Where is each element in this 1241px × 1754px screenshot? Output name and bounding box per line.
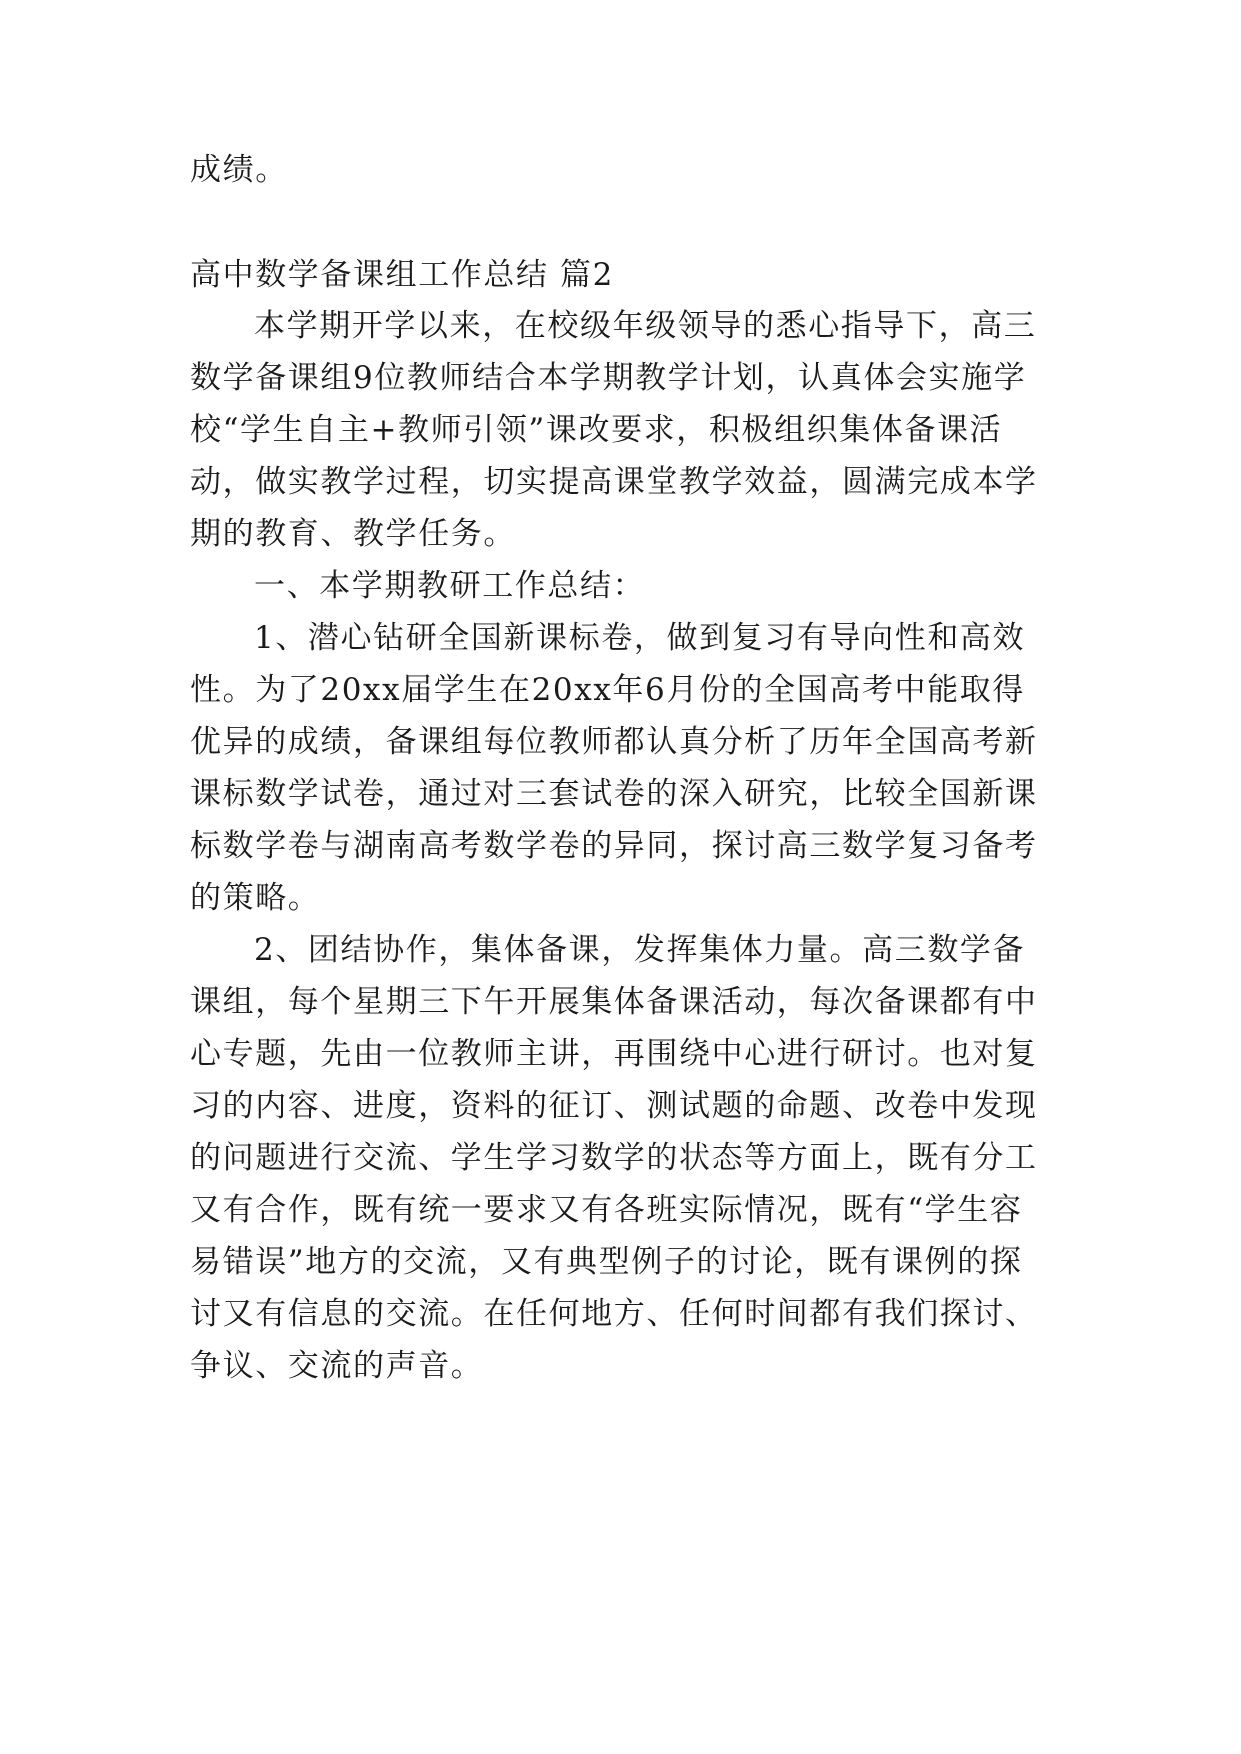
text-line: 1、潜心钻研全国新课标卷，做到复习有导向性和高效	[254, 620, 1026, 656]
text-line: 又有合作，既有统一要求又有各班实际情况，既有“学生容	[190, 1192, 1023, 1228]
text-line: 优异的成绩，备课组每位教师都认真分析了历年全国高考新	[190, 724, 1038, 760]
text-line: 本学期开学以来，在校级年级领导的悉心指导下，高三	[254, 308, 1037, 344]
text-line: 习的内容、进度，资料的征订、测试题的命题、改卷中发现	[190, 1088, 1038, 1124]
text-line: 2、团结协作，集体备课，发挥集体力量。高三数学备	[254, 932, 1026, 968]
text-line: 课组，每个星期三下午开展集体备课活动，每次备课都有中	[190, 984, 1038, 1020]
text-line: 心专题，先由一位教师主讲，再围绕中心进行研讨。也对复	[190, 1036, 1038, 1072]
text-line: 动，做实教学过程，切实提高课堂教学效益，圆满完成本学	[190, 464, 1038, 500]
text-line: 的问题进行交流、学生学习数学的状态等方面上，既有分工	[190, 1140, 1038, 1176]
text-line: 争议、交流的声音。	[190, 1348, 484, 1384]
section-heading: 高中数学备课组工作总结 篇2	[190, 257, 614, 293]
text-line: 标数学卷与湖南高考数学卷的异同，探讨高三数学复习备考	[190, 828, 1038, 864]
subheading: 一、本学期教研工作总结：	[254, 568, 646, 604]
text-line: 的策略。	[190, 880, 321, 916]
text-line: 数学备课组9位教师结合本学期教学计划，认真体会实施学	[190, 360, 1027, 396]
text-line: 期的教育、教学任务。	[190, 516, 516, 552]
text-line: 校“学生自主+教师引领”课改要求，积极组织集体备课活	[190, 412, 1003, 448]
text-line: 课标数学试卷，通过对三套试卷的深入研究，比较全国新课	[190, 776, 1038, 812]
text-line: 性。为了20xx届学生在20xx年6月份的全国高考中能取得	[190, 672, 1025, 708]
text-line: 讨又有信息的交流。在任何地方、任何时间都有我们探讨、	[190, 1296, 1038, 1332]
text-line: 成绩。	[190, 152, 288, 188]
text-line: 易错误”地方的交流，又有典型例子的讨论，既有课例的探	[190, 1244, 1023, 1280]
